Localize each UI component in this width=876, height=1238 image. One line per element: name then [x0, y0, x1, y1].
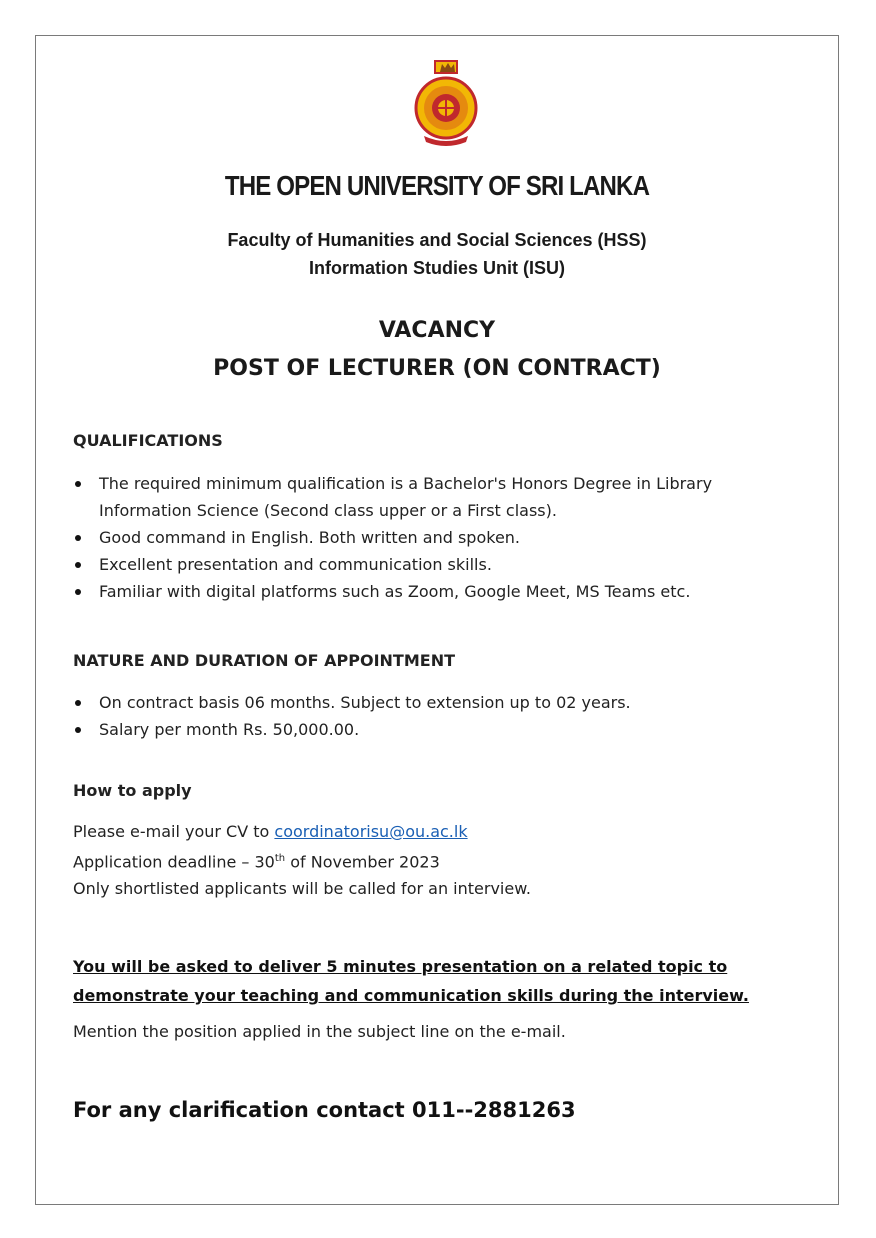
university-crest-logo — [412, 58, 480, 148]
deadline-line — [73, 845, 773, 875]
how-to-apply-heading: How to apply — [73, 781, 192, 800]
email-prefix: Please e-mail your CV to — [73, 822, 275, 841]
appointment-list — [73, 689, 773, 743]
unit-name: Information Studies Unit (ISU) — [309, 258, 565, 278]
list-item: Salary per month Rs. 50,000.00. — [73, 716, 773, 743]
qualifications-list — [73, 470, 773, 605]
contact-info: For any clarification contact 011--2881263 — [73, 1098, 576, 1122]
email-instruction — [73, 818, 773, 845]
list-item: The required minimum qualification is a Bachelor's Honors Degree in Library Information Science (Second class upper or a First class). — [73, 470, 773, 524]
university-name: THE OPEN UNIVERSITY OF SRI LANKA — [224, 170, 650, 201]
email-link[interactable]: coordinatorisu@ou.ac.lk — [274, 822, 468, 841]
list-item: Familiar with digital platforms such as Zoom, Google Meet, MS Teams etc. — [73, 578, 773, 605]
list-item: Good command in English. Both written and spoken. — [73, 524, 773, 551]
list-item: On contract basis 06 months. Subject to extension up to 02 years. — [73, 689, 773, 716]
faculty-block — [35, 226, 839, 282]
subject-line-note: Mention the position applied in the subject line on the e-mail. — [73, 1022, 566, 1041]
faculty-name: Faculty of Humanities and Social Sciences (HSS) — [227, 230, 647, 250]
deadline-prefix: Application deadline – 30 — [73, 852, 275, 872]
qualifications-heading: QUALIFICATIONS — [73, 431, 223, 450]
appointment-heading: NATURE AND DURATION OF APPOINTMENT — [73, 651, 455, 670]
deadline-sup: th — [274, 853, 286, 864]
presentation-note-line1: You will be asked to deliver 5 minutes presentation on a related topic to — [73, 957, 728, 976]
post-title: POST OF LECTURER (ON CONTRACT) — [213, 356, 661, 381]
deadline-suffix: of November 2023 — [285, 852, 440, 872]
presentation-note — [73, 952, 773, 1010]
vacancy-heading: VACANCY — [378, 318, 496, 343]
vacancy-title — [35, 312, 839, 388]
apply-instructions — [73, 818, 773, 902]
shortlist-note: Only shortlisted applicants will be called for an interview. — [73, 879, 531, 899]
list-item: Excellent presentation and communication skills. — [73, 551, 773, 578]
presentation-note-line2: demonstrate your teaching and communication skills during the interview. — [73, 986, 749, 1005]
